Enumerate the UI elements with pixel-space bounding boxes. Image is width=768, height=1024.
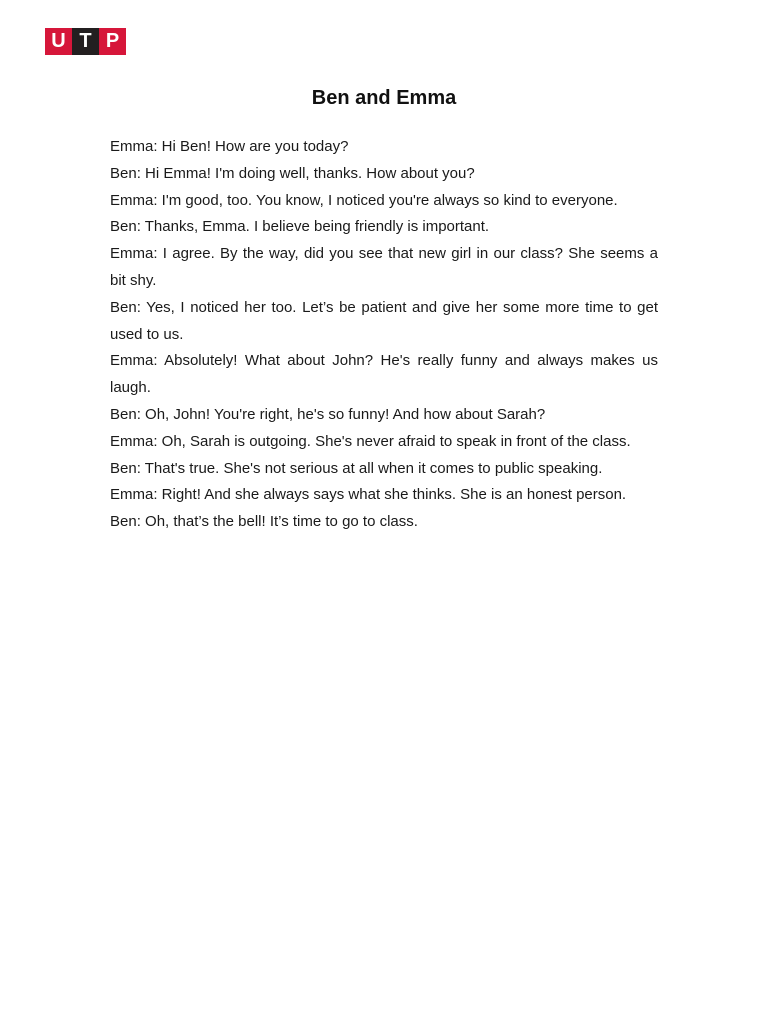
dialogue-line: Emma: I agree. By the way, did you see that new girl in our class? She seems a bit shy. bbox=[110, 245, 658, 289]
dialogue-line: Emma: Right! And she always says what she thinks. She is an honest person. bbox=[110, 486, 627, 504]
dialogue-line: Emma: Oh, Sarah is outgoing. She's never afraid to speak in front of the class. bbox=[110, 432, 631, 450]
dialogue-line: Ben: That's true. She's not serious at all when it comes to public speaking. bbox=[110, 459, 603, 477]
document-title: Ben and Emma bbox=[311, 87, 457, 109]
dialogue-body bbox=[110, 134, 658, 536]
logo-letter-p: P bbox=[99, 28, 126, 55]
dialogue-line: Emma: Hi Ben! How are you today? bbox=[110, 138, 349, 155]
dialogue-line: Ben: Thanks, Emma. I believe being friendly is important. bbox=[110, 218, 490, 236]
logo-letter-u: U bbox=[45, 28, 72, 55]
dialogue-line: Ben: Oh, John! You're right, he's so funny! And how about Sarah? bbox=[110, 405, 546, 423]
utp-logo bbox=[45, 28, 126, 55]
dialogue-line: Ben: Hi Emma! I'm doing well, thanks. How about you? bbox=[110, 164, 475, 182]
dialogue-line: Emma: I'm good, too. You know, I noticed you're always so kind to everyone. bbox=[110, 191, 618, 209]
dialogue-line: Emma: Absolutely! What about John? He's really funny and always makes us laugh. bbox=[110, 352, 658, 397]
logo-letter-t: T bbox=[72, 28, 99, 55]
dialogue-line: Ben: Yes, I noticed her too. Let’s be patient and give her some more time to get used to us. bbox=[110, 298, 658, 343]
dialogue-line: Ben: Oh, that’s the bell! It’s time to go to class. bbox=[110, 513, 418, 531]
